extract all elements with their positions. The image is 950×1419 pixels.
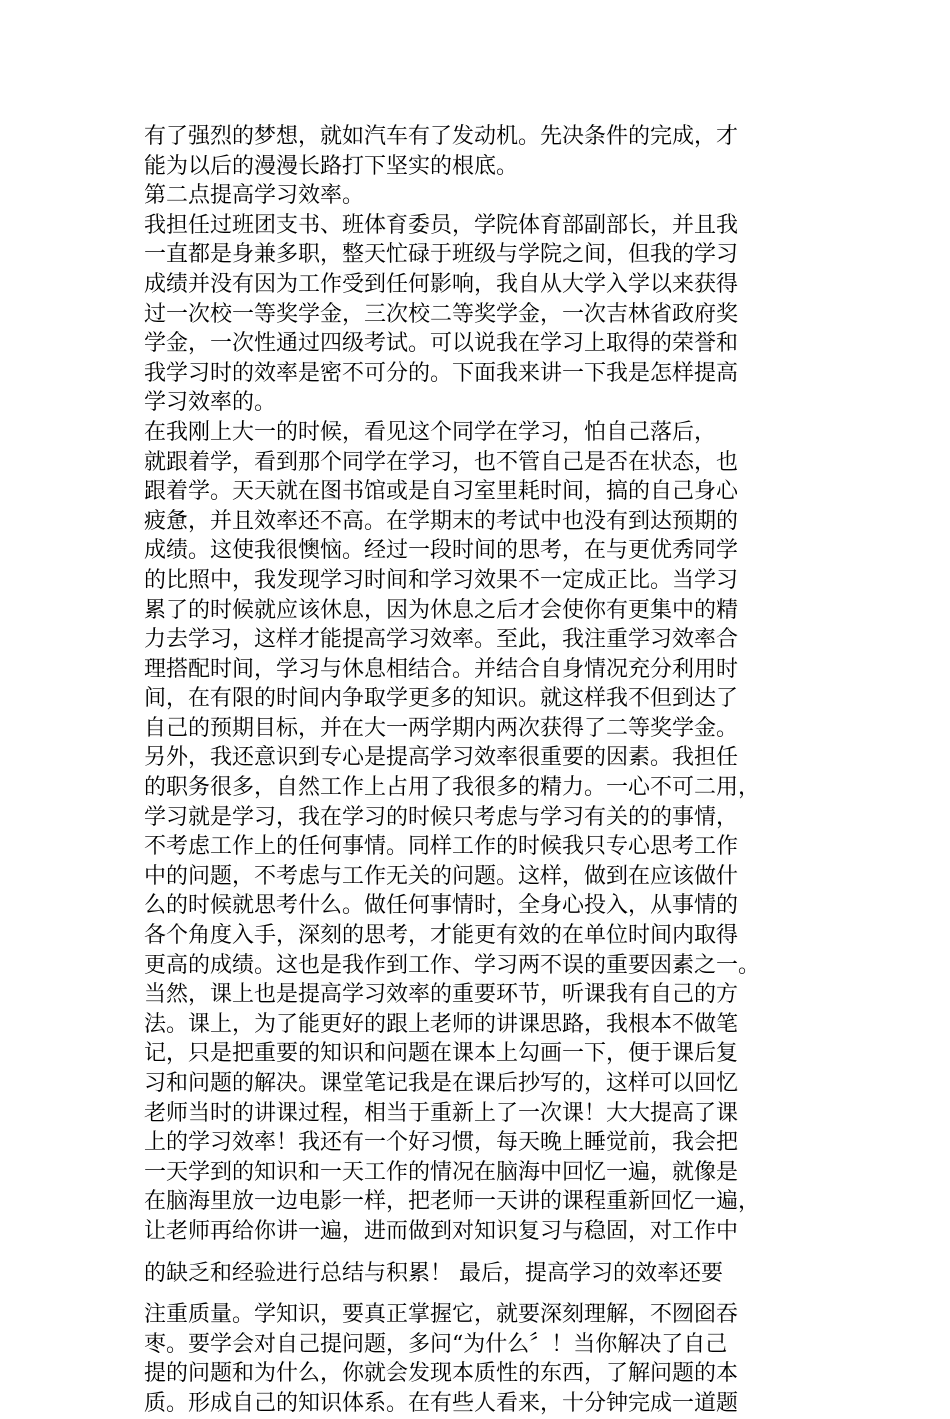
text-line: 记，只是把重要的知识和问题在课本上勾画一下，便于课后复 xyxy=(144,1041,739,1067)
text-line: 我担任过班团支书、班体育委员，学院体育部副部长，并且我 xyxy=(144,212,739,238)
text-line: 质。形成自己的知识体系。在有些人看来，十分钟完成一道题 xyxy=(144,1390,739,1416)
text-line: 各个角度入手，深刻的思考，才能更有效的在单位时间内取得 xyxy=(144,923,739,949)
section-heading: 第二点提高学习效率。 xyxy=(144,183,365,209)
text-line: 学金，一次性通过四级考试。可以说我在学习上取得的荣誉和 xyxy=(144,331,739,357)
text-line: 另外，我还意识到专心是提高学习效率很重要的因素。我担任 xyxy=(144,745,739,771)
text-line: 自己的预期目标，并在大一两学期内两次获得了二等奖学金。 xyxy=(144,715,739,741)
text-line: 让老师再给你讲一遍，进而做到对知识复习与稳固，对工作中 xyxy=(144,1218,739,1244)
text-line: 老师当时的讲课过程，相当于重新上了一次课！大大提高了课 xyxy=(144,1100,739,1126)
text-line: 的缺乏和经验进行总结与积累！ 最后，提高学习的效率还要 xyxy=(144,1260,723,1286)
text-line: 不考虑工作上的任何事情。同样工作的时候我只专心思考工作 xyxy=(144,834,739,860)
text-line: 在我刚上大一的时候，看见这个同学在学习，怕自己落后， xyxy=(144,419,717,445)
text-line: 跟着学。天天就在图书馆或是自习室里耗时间，搞的自己身心 xyxy=(144,479,739,505)
text-line: 习和问题的解决。课堂笔记我是在课后抄写的，这样可以回忆 xyxy=(144,1071,739,1096)
text-line: 我学习时的效率是密不可分的。下面我来讲一下我是怎样提高 xyxy=(144,360,739,386)
text-line: 的职务很多，自然工作上占用了我很多的精力。一心不可二用， xyxy=(144,775,761,801)
text-line: 法。课上，为了能更好的跟上老师的讲课思路，我根本不做笔 xyxy=(144,1011,739,1037)
text-line: 中的问题，不考虑与工作无关的问题。这样，做到在应该做什 xyxy=(144,863,739,889)
text-line: 学习就是学习，我在学习的时候只考虑与学习有关的的事情， xyxy=(144,804,739,830)
text-line: 能为以后的漫漫长路打下坚实的根底。 xyxy=(144,153,519,179)
text-line: 成绩并没有因为工作受到任何影响，我自从大学入学以来获得 xyxy=(144,271,739,297)
text-line: 疲惫，并且效率还不高。在学期末的考试中也没有到达预期的 xyxy=(144,508,739,534)
text-line: 注重质量。学知识，要真正掌握它，就要深刻理解，不囫囵吞 xyxy=(144,1302,739,1328)
text-line: 枣。要学会对自己提问题，多问“为什么〞！当你解决了自己 xyxy=(144,1331,728,1357)
text-line: 提的问题和为什么，你就会发现本质性的东西，了解问题的本 xyxy=(144,1361,739,1387)
text-line: 就跟着学，看到那个同学在学习，也不管自己是否在状态，也 xyxy=(144,449,739,475)
text-line: 有了强烈的梦想，就如汽车有了发动机。先决条件的完成，才 xyxy=(144,124,739,149)
text-line: 过一次校一等奖学金，三次校二等奖学金，一次吉林省政府奖 xyxy=(144,301,739,327)
text-line: 间，在有限的时间内争取学更多的知识。就这样我不但到达了 xyxy=(144,686,739,712)
text-line: 成绩。这使我很懊恼。经过一段时间的思考，在与更优秀同学 xyxy=(144,538,739,564)
text-line: 一天学到的知识和一天工作的情况在脑海中回忆一遍，就像是 xyxy=(144,1159,739,1185)
text-line: 么的时候就思考什么。做任何事情时，全身心投入，从事情的 xyxy=(144,893,739,919)
text-line: 学习效率的。 xyxy=(144,390,277,416)
text-line: 累了的时候就应该休息，因为休息之后才会使你有更集中的精 xyxy=(144,597,739,623)
text-line: 当然，课上也是提高学习效率的重要环节，听课我有自己的方 xyxy=(144,982,739,1008)
body-text xyxy=(144,122,824,1419)
text-line: 上的学习效率！我还有一个好习惯，每天晚上睡觉前，我会把 xyxy=(144,1130,739,1156)
text-line: 更高的成绩。这也是我作到工作、学习两不误的重要因素之一。 xyxy=(144,952,761,978)
text-line: 力去学习，这样才能提高学习效率。至此，我注重学习效率合 xyxy=(144,627,739,653)
text-line: 理搭配时间，学习与休息相结合。并结合自身情况充分利用时 xyxy=(144,656,739,682)
text-line: 的比照中，我发现学习时间和学习效果不一定成正比。当学习 xyxy=(144,567,739,593)
text-line: 在脑海里放一边电影一样，把老师一天讲的课程重新回忆一遍， xyxy=(144,1189,761,1215)
text-line: 一直都是身兼多职，整天忙碌于班级与学院之间，但我的学习 xyxy=(144,242,739,268)
